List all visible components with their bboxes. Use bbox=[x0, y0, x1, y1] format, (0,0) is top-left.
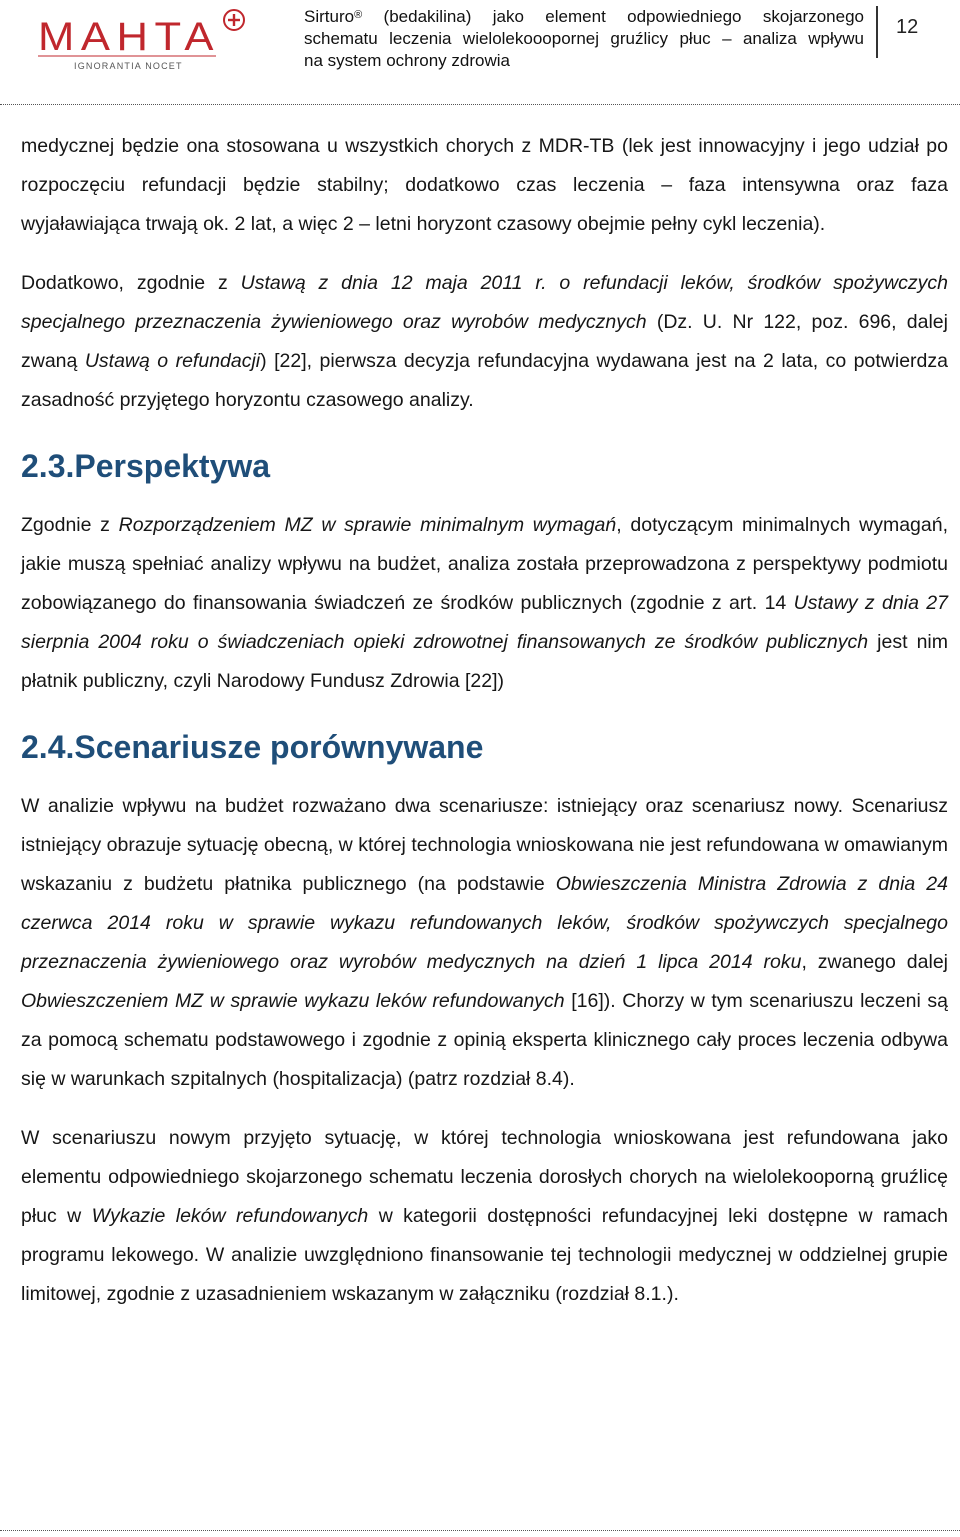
section-heading-perspektywa: 2.3.Perspektywa bbox=[21, 448, 271, 484]
section-heading-scenariusze: 2.4.Scenariusze porównywane bbox=[21, 729, 484, 765]
header-divider bbox=[876, 6, 878, 58]
paragraph-4: W analizie wpływu na budżet rozważano dwa scenariusze: istniejący oraz scenariusz nowy. Scenariusz istniejący obrazuje sytuację obecną, w której technologia wnioskowana nie jest refundowana w omawianym wskazaniu z budżetu płatnika publicznego (na podstawie Obwieszczenia Ministra Zdrowia z dnia 24 czerwca 2014 roku w sprawie wykazu refundowanych leków, środków spożywczych specjalnego przeznaczenia żywieniowego oraz wyrobów medycznych na dzień 1 lipca 2014 roku, zwanego dalej Obwieszczeniem MZ w sprawie wykazu leków refundowanych [16]). Chorzy w tym scenariuszu leczeni są za pomocą schematu podstawowego i zgodnie z opinią eksperta klinicznego cały proces leczenia odbywa się w warunkach szpitalnych (hospitalizacja) (patrz rozdział 8.4). bbox=[21, 795, 949, 1090]
plus-circle-icon bbox=[224, 10, 244, 30]
header-rule bbox=[0, 104, 960, 105]
title-line-2: schematu leczenia wielolekooopornej gruźlicy płuc – analiza wpływu bbox=[304, 29, 864, 48]
title-line-3: na system ochrony zdrowia bbox=[304, 51, 510, 70]
paragraph-5: W scenariuszu nowym przyjęto sytuację, w której technologia wnioskowana jest refundowana jako elementu odpowiedniego skojarzonego schematu leczenia dorosłych chorych na wielolekooporną gruźlicę płuc w Wykazie leków refundowanych w kategorii dostępności refundacyjnej leki dostępne w ramach programu lekowego. W analizie uwzględniono finansowanie tej technologii medycznej w oddzielnej grupie limitowej, zgodnie z uzasadnieniem wskazanym w załączniku (rozdział 8.1.). bbox=[21, 1127, 948, 1305]
mahta-logo bbox=[36, 6, 251, 74]
title-line-1: Sirturo® (bedakilina) jako element odpowiedniego skojarzonego bbox=[304, 7, 864, 26]
footer-rule bbox=[0, 1530, 960, 1531]
paragraph-3: Zgodnie z Rozporządzeniem MZ w sprawie minimalnym wymagań, dotyczącym minimalnych wymagań, jakie muszą spełniać analizy wpływu na budżet, analiza została przeprowadzona z perspektywy podmiotu zobowiązanego do finansowania świadczeń ze środków publicznych (zgodnie z art. 14 Ustawy z dnia 27 sierpnia 2004 roku o świadczeniach opieki zdrowotnej finansowanych ze środków publicznych jest nim płatnik publiczny, czyli Narodowy Fundusz Zdrowia [22]) bbox=[21, 514, 948, 692]
page-number: 12 bbox=[896, 16, 919, 38]
logo-brand: MAHTA bbox=[38, 15, 220, 59]
logo-tagline: IGNORANTIA NOCET bbox=[74, 61, 183, 71]
page-header bbox=[0, 0, 960, 100]
paragraph-2: Dodatkowo, zgodnie z Ustawą z dnia 12 maja 2011 r. o refundacji leków, środków spożywczych specjalnego przeznaczenia żywieniowego oraz wyrobów medycznych (Dz. U. Nr 122, poz. 696, dalej zwaną Ustawą o refundacji) [22], pierwsza decyzja refundacyjna wydawana jest na 2 lata, co potwierdza zasadność przyjętego horyzontu czasowego analizy. bbox=[21, 272, 948, 411]
page-body bbox=[21, 127, 948, 1314]
document-title bbox=[304, 6, 864, 72]
paragraph-1: medycznej będzie ona stosowana u wszystkich chorych z MDR-TB (lek jest innowacyjny i jego udział po rozpoczęciu refundacji będzie stabilny; dodatkowo czas leczenia – faza intensywna oraz faza wyjaławiająca trwają ok. 2 lat, a więc 2 – letni horyzont czasowy obejmie pełny cykl leczenia). bbox=[21, 135, 948, 235]
